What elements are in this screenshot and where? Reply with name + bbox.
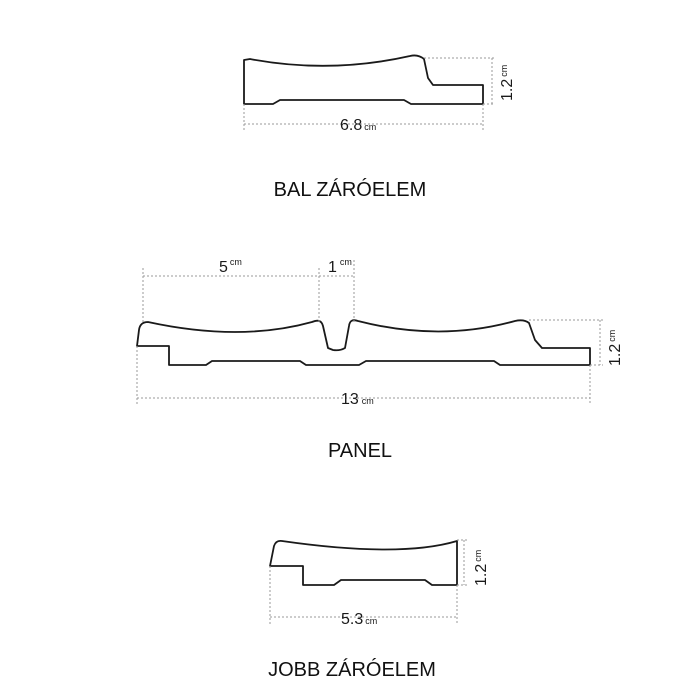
panel-width-label: 13 cm — [341, 391, 374, 408]
left-end-title: BAL ZÁRÓELEM — [273, 179, 427, 201]
left-end-width-label: 6.8 cm — [340, 117, 377, 134]
panel-height-label: $1.2^{cm}$ — [607, 329, 624, 366]
panel-profile — [137, 320, 590, 365]
panel-piece — [137, 257, 624, 462]
right-end-piece — [268, 540, 490, 681]
panel-title: PANEL — [327, 440, 393, 462]
right-end-title: JOBB ZÁRÓELEM — [268, 659, 436, 681]
right-end-profile — [270, 541, 457, 585]
right-end-width-label: 5.3 cm — [341, 611, 378, 628]
left-end-piece — [244, 55, 516, 201]
left-end-height-label: $1.2^{cm}$ — [499, 64, 516, 101]
panel-groove-label: 1 $^{cm}$ — [328, 257, 352, 276]
left-end-profile — [244, 55, 483, 104]
right-end-height-label: $1.2^{cm}$ — [473, 549, 490, 586]
panel-segment-label: 5 $^{cm}$ — [219, 257, 242, 276]
